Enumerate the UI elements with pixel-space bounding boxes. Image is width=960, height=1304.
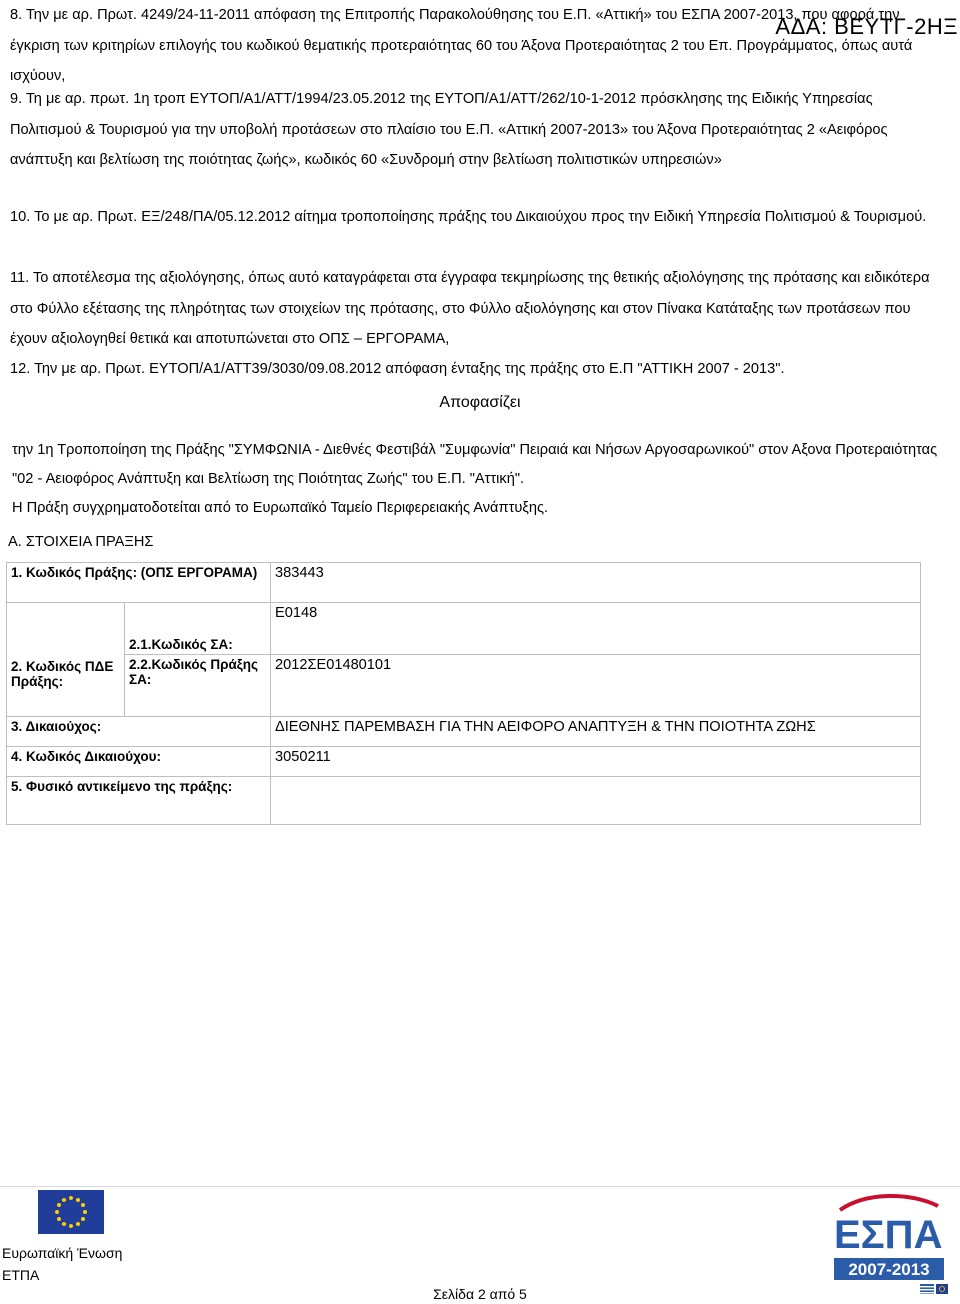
ada-code: ΑΔΑ: ΒΕΥΤΓ-2ΗΞ — [775, 14, 958, 39]
paragraph-8: 8. Την με αρ. Πρωτ. 4249/24-11-2011 απόφαση της Επιτροπής Παρακολούθησης του Ε.Π. «Αττική» του ΕΣΠΑ 2007-2013, που αφορά την έγκριση των κριτηρίων επιλογής του κωδικού θεματικής προτεραιότητας 60 του Άξονα Προτεραιότητας 2 του Επ. Προγράμματος, όπως αυτά ισχύουν, — [10, 7, 913, 84]
sa-code-value: Ε0148 — [271, 603, 921, 655]
espa-years: 2007-2013 — [848, 1260, 930, 1279]
table-row — [7, 563, 921, 603]
espa-logo-text: ΕΣΠΑ — [834, 1213, 943, 1257]
funding-text: Η Πράξη συγχρηματοδοτείται από το Ευρωπαϊκό Ταμείο Περιφερειακής Ανάπτυξης. — [12, 500, 549, 516]
project-sa-code-value: 2012ΣΕ01480101 — [271, 655, 921, 717]
paragraph-10: 10. Το με αρ. Πρωτ. ΕΞ/248/ΠΑ/05.12.2012 αίτημα τροποποίησης πράξης του Δικαιούχου προς την Ειδική Υπηρεσία Πολιτισμού & Τουρισμού. — [10, 209, 927, 225]
project-info-table — [6, 562, 921, 825]
physical-object-label: 5. Φυσικό αντικείμενο της πράξης: — [7, 777, 271, 825]
table-row — [7, 747, 921, 777]
fund-label: ΕΤΠΑ — [2, 1267, 40, 1283]
decision-heading: Αποφασίζει — [439, 394, 521, 411]
project-sa-code-label: 2.2.Κωδικός Πράξης ΣΑ: — [125, 655, 271, 717]
paragraph-11: 11. Το αποτέλεσμα της αξιολόγησης, όπως αυτό καταγράφεται στα έγγραφα τεκμηρίωσης της θετικής αξιολόγησης της πρότασης και ειδικότερα στο Φύλλο εξέτασης της πληρότητας των στοιχείων της πρότασης, στο Φύλλο αξιολόγησης και στον Πίνακα Κατάταξης των προτάσεων που έχουν αξιολογηθεί θετικά και αποτυπώνεται στο ΟΠΣ – ΕΡΓΟΡΑΜΑ, — [10, 270, 930, 347]
section-title: Α. ΣΤΟΙΧΕΙΑ ΠΡΑΞΗΣ — [8, 534, 154, 550]
paragraph-9: 9. Τη με αρ. πρωτ. 1η τροπ ΕΥΤΟΠ/Α1/ΑΤΤ/1994/23.05.2012 της ΕΥΤΟΠ/Α1/ΑΤΤ/262/10-1-2012 πρόσκλησης της Ειδικής Υπηρεσίας Πολιτισμού & Τουρισμού για την υποβολή προτάσεων στο πλαίσιο του Ε.Π. «Αττική 2007-2013» του Άξονα Προτεραιότητας 2 «Αειφόρος ανάπτυξη και βελτίωση της ποιότητας ζωής», κωδικός 60 «Συνδρομή στην βελτίωση πολιτιστικών υπηρεσιών» — [10, 91, 888, 168]
beneficiary-code-label: 4. Κωδικός Δικαιούχου: — [7, 747, 271, 777]
beneficiary-value: ΔΙΕΘΝΗΣ ΠΑΡΕΜΒΑΣΗ ΓΙΑ ΤΗΝ ΑΕΙΦΟΡΟ ΑΝΑΠΤΥΞΗ & ΤΗΝ ΠΟΙΟΤΗΤΑ ΖΩΗΣ — [271, 717, 921, 747]
eu-label: Ευρωπαϊκή Ένωση — [2, 1245, 123, 1261]
table-row — [7, 655, 921, 717]
sa-code-label: 2.1.Κωδικός ΣΑ: — [125, 603, 271, 655]
pde-code-label: 2. Κωδικός ΠΔΕ Πράξης: — [7, 603, 125, 717]
eu-mini-flag-icon — [936, 1284, 948, 1294]
greek-flag-icon — [920, 1284, 934, 1294]
eu-caption — [2, 1242, 122, 1286]
physical-object-value — [271, 777, 921, 825]
eu-flag-icon — [38, 1190, 104, 1234]
decision-text: την 1η Τροποποίηση της Πράξης "ΣΥΜΦΩΝΙΑ - Διεθνές Φεστιβάλ "Συμφωνία" Πειραιά και Νήσων Αργοσαρωνικού" στον Αξονα Προτεραιότητας "02 - Αειοφόρος Ανάπτυξη και Βελτίωση της Ποιότητας Ζωής" του Ε.Π. "Αττική". — [12, 442, 938, 487]
paragraph-12: 12. Την με αρ. Πρωτ. ΕΥΤΟΠ/Α1/ΑΤΤ39/3030/09.08.2012 απόφαση ένταξης της πράξης στο Ε.Π "ΑΤΤΙΚΗ 2007 - 2013". — [10, 361, 785, 377]
beneficiary-code-value: 3050211 — [271, 747, 921, 777]
espa-logo — [826, 1188, 950, 1300]
table-row — [7, 777, 921, 825]
project-code-label: 1. Κωδικός Πράξης: (ΟΠΣ ΕΡΓΟΡΑΜΑ) — [7, 563, 271, 603]
page-number: Σελίδα 2 από 5 — [433, 1286, 527, 1302]
footer-divider — [0, 1186, 960, 1187]
project-code-value: 383443 — [271, 563, 921, 603]
beneficiary-label: 3. Δικαιούχος: — [7, 717, 271, 747]
table-row — [7, 717, 921, 747]
table-row — [7, 603, 921, 655]
